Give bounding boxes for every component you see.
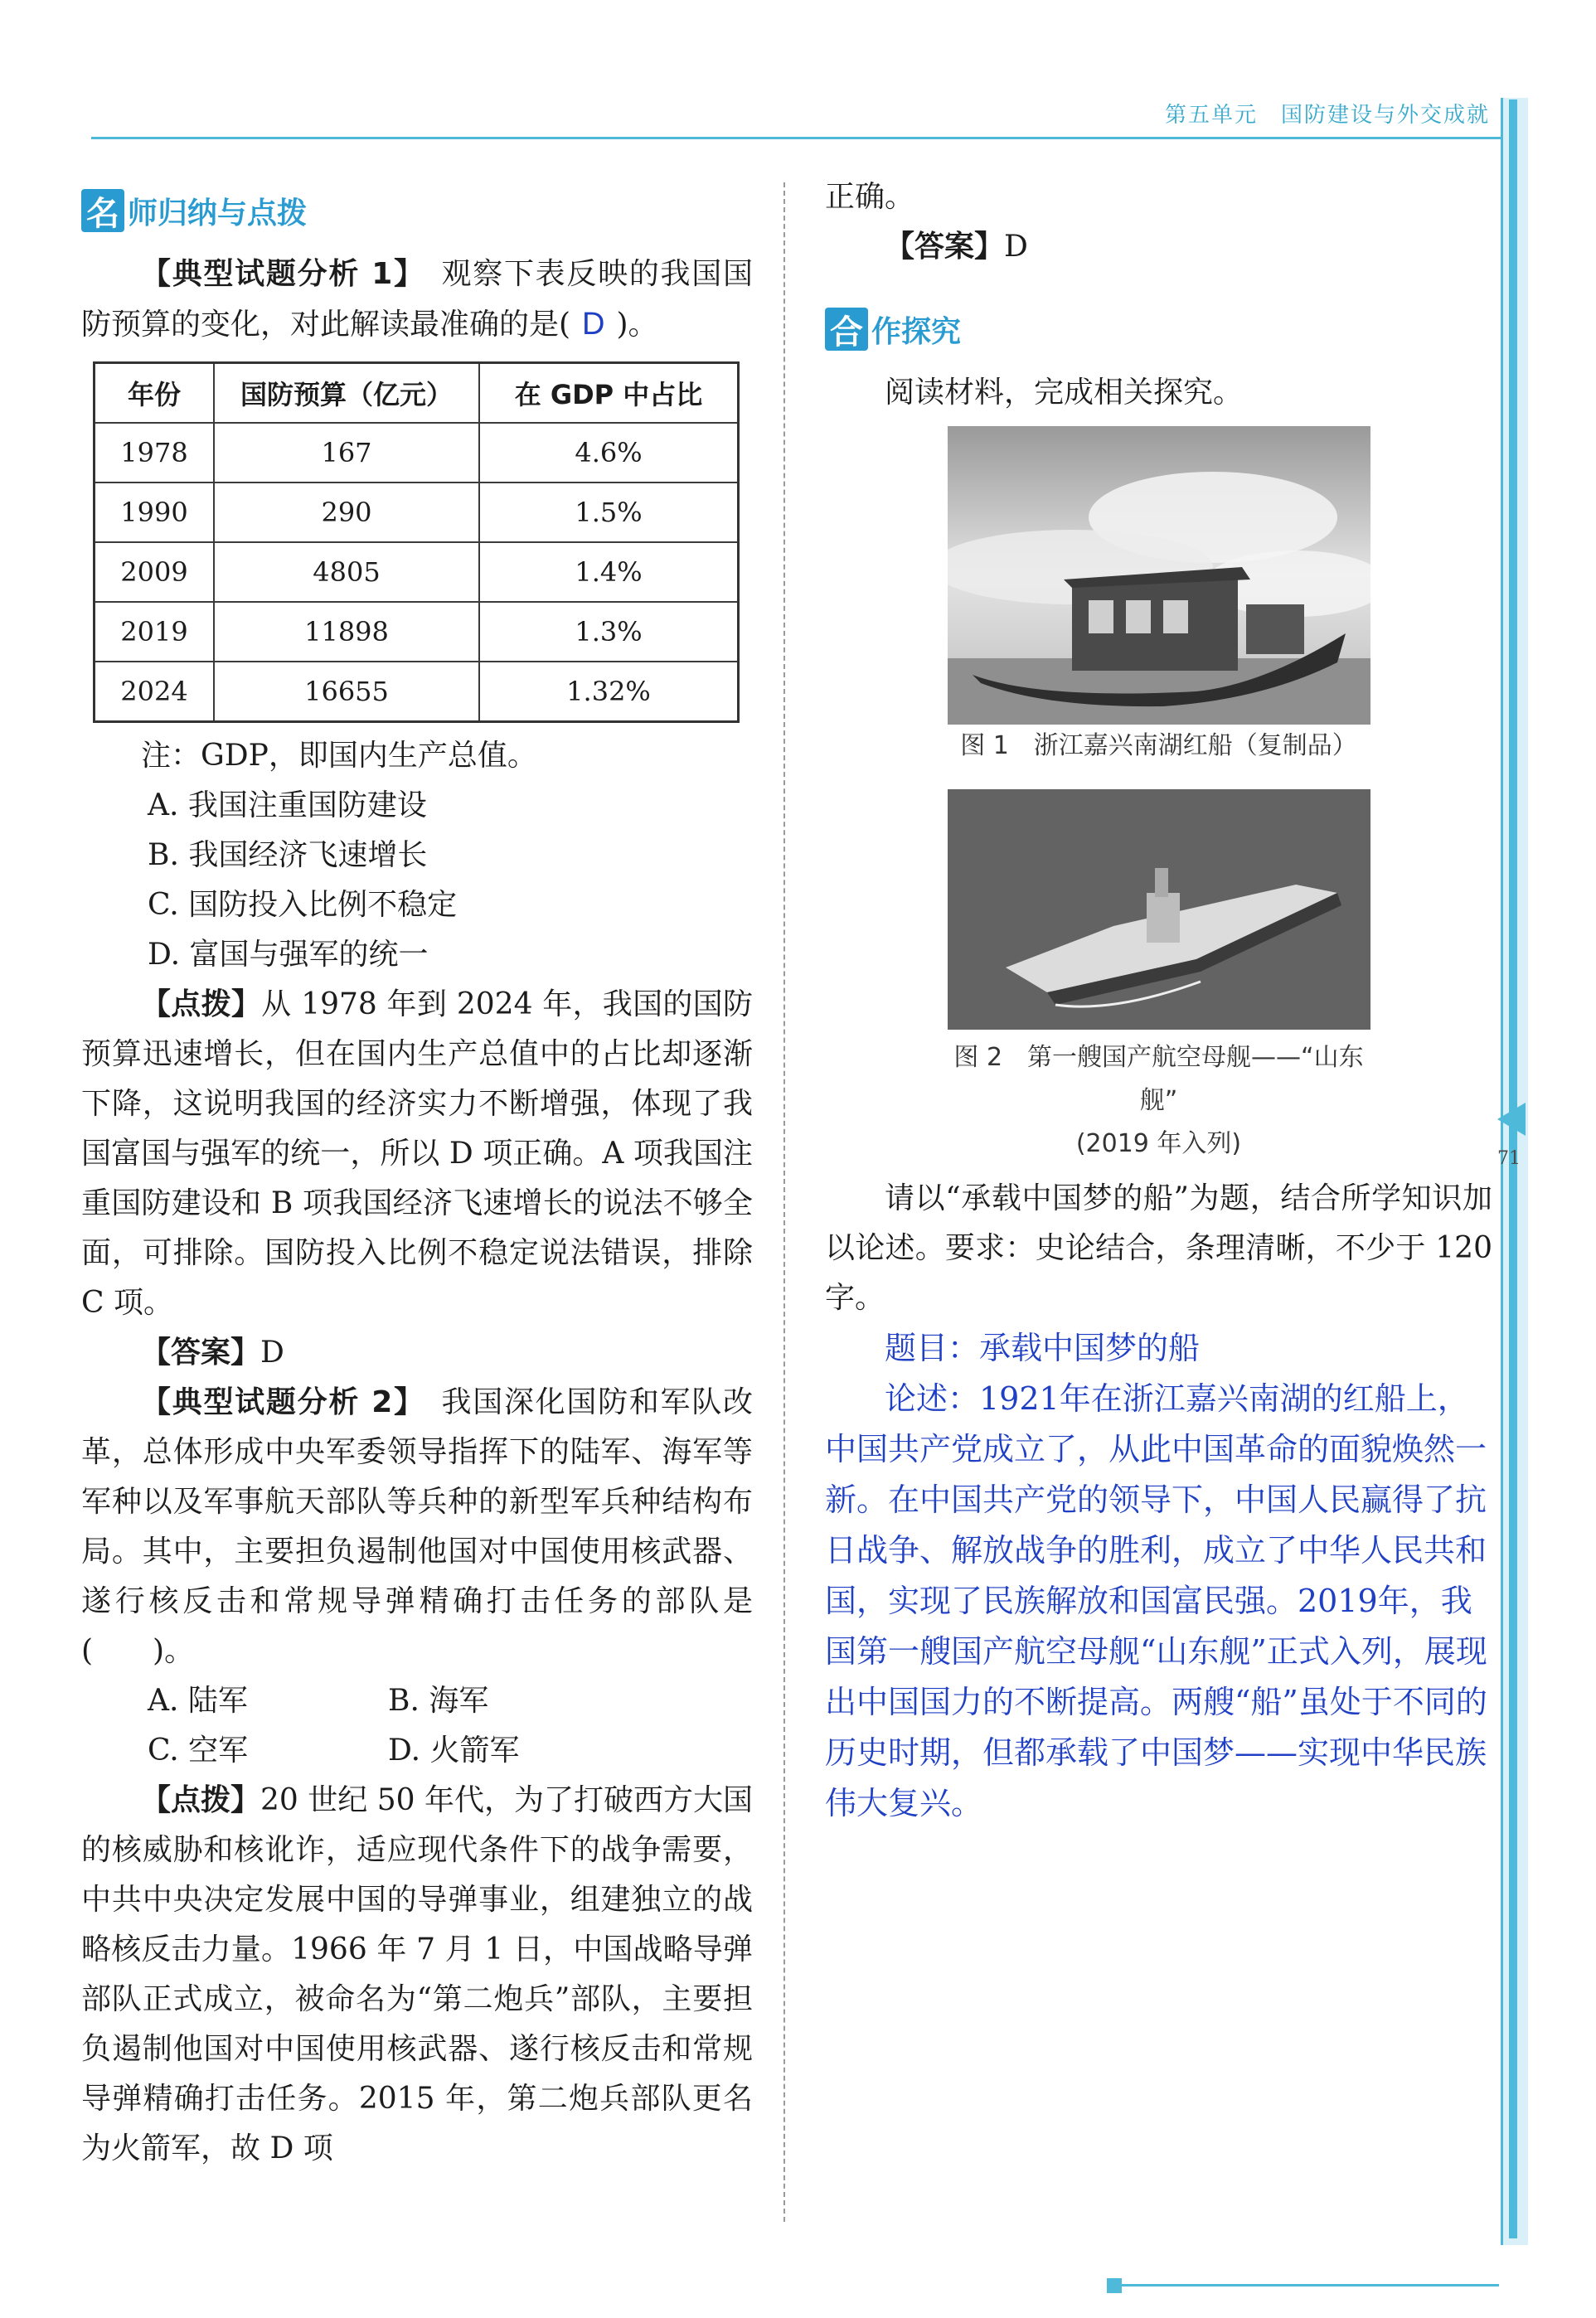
option-c: C. 空军 (148, 1734, 249, 1768)
option-c: C. 国防投入比例不稳定 (148, 888, 458, 922)
table-row: 1990 290 1.5% (95, 483, 739, 542)
section-badge: 合 (825, 308, 868, 351)
figure-2-caption: 图 2 第一艘国产航空母舰——“山东舰” (953, 1043, 1364, 1115)
table-header: 国防预算（亿元） (214, 363, 479, 424)
figure-1-caption: 图 1 浙江嘉兴南湖红船（复制品） (960, 731, 1357, 760)
question-2-hint: 【点拨】20 世纪 50 年代，为了打破西方大国的核威胁和核讹诈，适应现代条件下的战争需要，中共中央决定发展中国的导弹事业，组建独立的战略核反击力量。1966 年 7 月 1 日，中国战略导弹部队正式成立，被命名为“第二炮兵”部队，主要担负遏制他国对中国使用核武器、遂行核反击和常规导弹精确打击任务。2015 年，第二炮兵部队更名为火箭军，故 D 项 (81, 1783, 753, 2165)
option-d: D. 火箭军 (388, 1734, 520, 1768)
question-1-hint: 【点拨】从 1978 年到 2024 年，我国的国防预算迅速增长，但在国内生产总值中的占比却逐渐下降，这说明我国的经济实力不断增强，体现了我国富国与强军的统一，所以 D 项正确。A 项我国注重国防建设和 B 项我国经济飞速增长的说法不够全面，可排除。国防投入比例不稳定说法错误，排除 C 项。 (81, 987, 753, 1320)
option-d: D. 富国与强军的统一 (148, 938, 429, 972)
table-header: 年份 (95, 363, 215, 424)
table-header: 在 GDP 中占比 (479, 363, 739, 424)
question-2-continued: 正确。 (825, 180, 915, 214)
handwritten-essay (825, 1323, 1492, 1829)
option-b: B. 我国经济飞速增长 (148, 838, 428, 872)
figure-1 (948, 426, 1370, 768)
right-column (825, 172, 1492, 1829)
unit-header: 第五单元 国防建设与外交成就 (1164, 103, 1490, 128)
question-2-options-row-1 (81, 1676, 753, 1726)
essay-title: 题目：承载中国梦的船 (885, 1330, 1201, 1366)
option-a: A. 我国注重国防建设 (148, 788, 427, 822)
table-note: 注：GDP，即国内生产总值。 (141, 739, 537, 773)
option-a: A. 陆军 (148, 1684, 248, 1718)
left-column (81, 187, 753, 2174)
table-row: 2009 4805 1.4% (95, 542, 739, 602)
essay-task: 请以“承载中国梦的船”为题，结合所学知识加以论述。要求：史论结合，条理清晰，不少于 120 字。 (825, 1181, 1492, 1315)
defense-budget-table (93, 361, 740, 723)
table-header-row (95, 363, 739, 424)
section-heading-text: 师归纳与点拨 (128, 196, 308, 230)
table-row: 2019 11898 1.3% (95, 602, 739, 662)
figure-2 (948, 789, 1370, 1166)
table-row: 1978 167 4.6% (95, 423, 739, 483)
bottom-rule (1122, 2284, 1499, 2286)
section-heading-text: 作探究 (871, 314, 962, 349)
figure-2-caption-year: (2019 年入列) (1075, 1129, 1242, 1158)
question-2-answer: 【答案】D (885, 230, 1028, 264)
red-boat-photo (948, 426, 1370, 725)
reading-intro: 阅读材料，完成相关探究。 (885, 376, 1244, 410)
header-rule (91, 137, 1501, 139)
aircraft-carrier-photo (948, 789, 1370, 1030)
page-number: 71 (1497, 1148, 1521, 1169)
option-b: B. 海军 (388, 1684, 489, 1718)
question-1-answer: 【答案】D (141, 1336, 284, 1370)
section-heading-teacher (81, 187, 753, 235)
column-divider (783, 182, 785, 2222)
essay-body: 论述：1921年在浙江嘉兴南湖的红船上，中国共产党成立了，从此中国革命的面貌焕然一新。在中国共产党的领导下，中国人民赢得了抗日战争、解放战争的胜利，成立了中华人民共和国，实现了民族解放和国富民强。2019年，我国第一艘国产航空母舰“山东舰”正式入列，展现出中国国力的不断提高。两艘“船”虽处于不同的历史时期，但都承载了中国梦——实现中华民族伟大复兴。 (825, 1380, 1487, 1821)
section-badge: 名 (81, 189, 124, 232)
question-1-stem: 【典型试题分析 1】 观察下表反映的我国国防预算的变化，对此解读最准确的是( D )。 (81, 257, 753, 342)
section-heading-cooperation (825, 305, 1492, 353)
page-edge-band-inner (1509, 99, 1517, 2238)
question-2-options-row-2 (81, 1726, 753, 1776)
table-row: 2024 16655 1.32% (95, 662, 739, 722)
bottom-square-mark (1107, 2278, 1122, 2293)
handwritten-answer: D (582, 307, 605, 342)
question-2-stem: 【典型试题分析 2】 我国深化国防和军队改革，总体形成中央军委领导指挥下的陆军、海军等军种以及军事航天部队等兵种的新型军兵种结构布局。其中，主要担负遏制他国对中国使用核武器、遂行核反击和常规导弹精确打击任务的部队是( )。 (81, 1385, 753, 1668)
